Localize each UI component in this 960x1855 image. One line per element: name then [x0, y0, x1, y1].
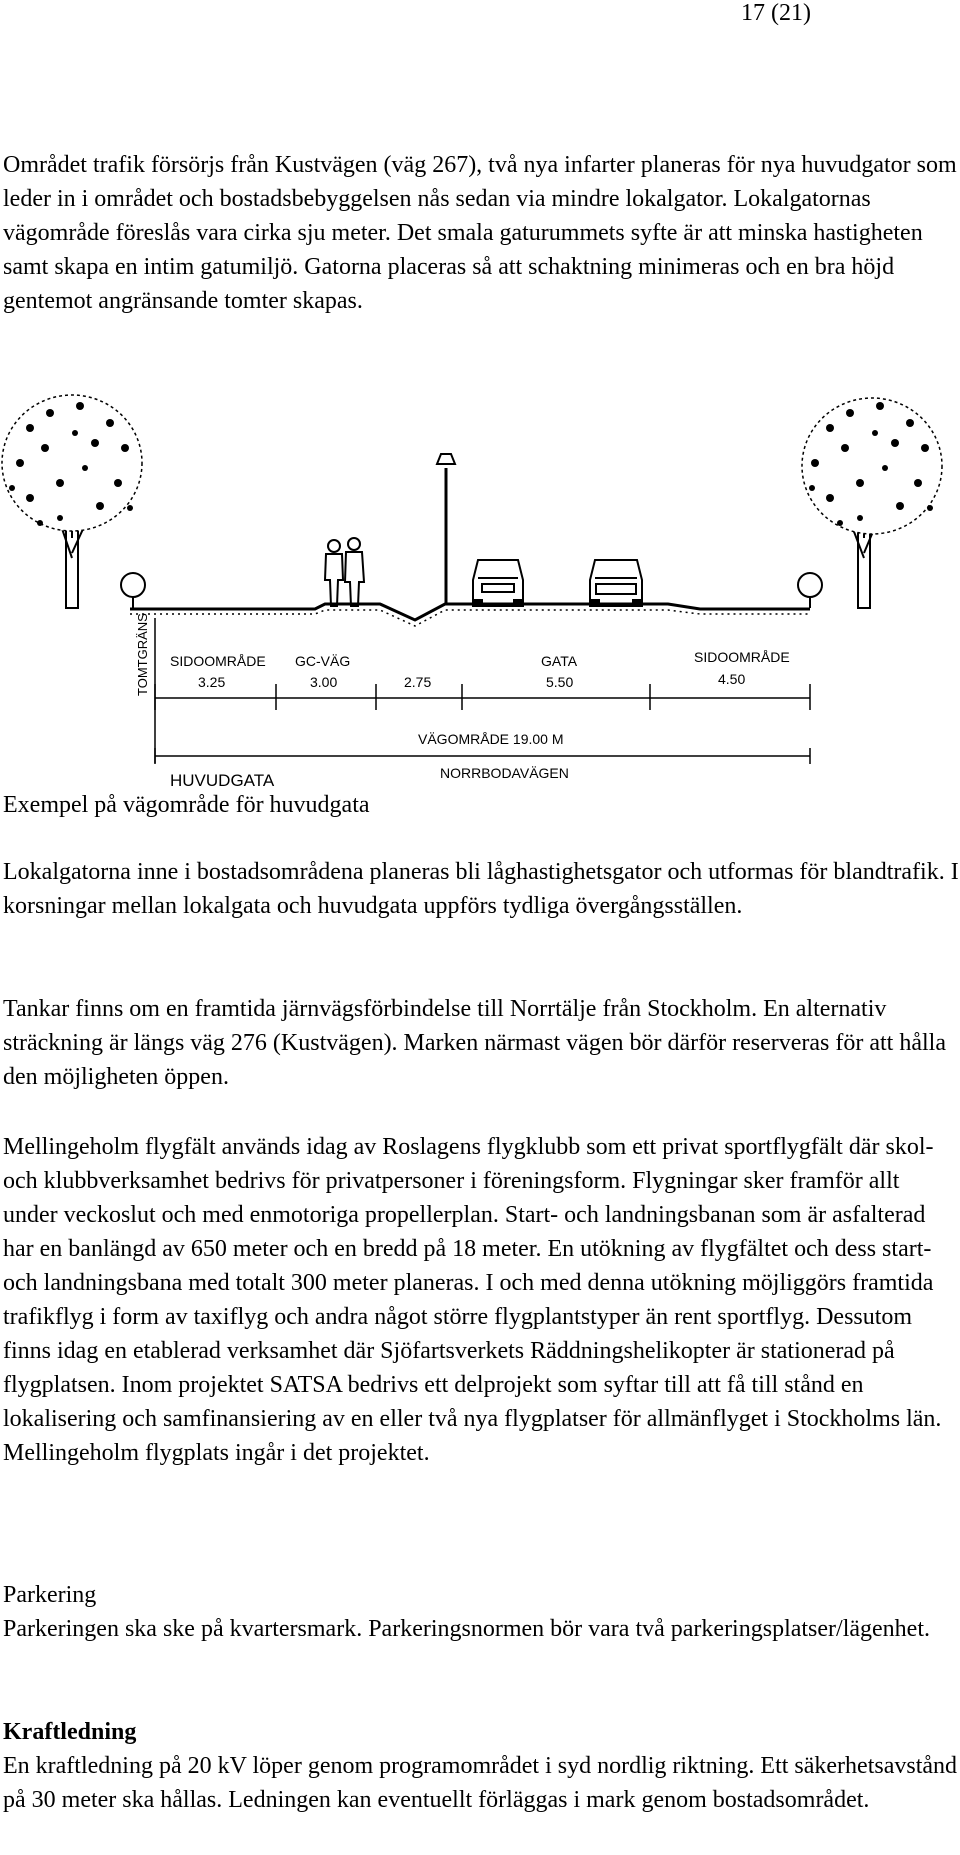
- figure-caption: Exempel på vägområde för huvudgata: [3, 792, 370, 818]
- dimension-line: [155, 684, 810, 710]
- label-gata: GATA: [541, 653, 578, 669]
- ground-profile: [130, 604, 810, 626]
- paragraph-lokalgator: Lokalgatorna inne i bostadsområdena planeras bli låghastighetsgator och utformas för blandtrafik. I korsningar mellan lokalgata och huvudgata uppförs tydliga övergångsställen.: [3, 859, 959, 919]
- pedestrians-icon: [325, 538, 364, 606]
- paragraph-jarnvag: Tankar finns om en framtida järnvägsförbindelse till Norrtälje från Stockholm. En alternativ sträckning är längs väg 276 (Kustvägen). Marken närmast vägen bör därför reserveras för att hålla den möjligheten öppen.: [3, 996, 946, 1090]
- road-area-line: [155, 748, 810, 764]
- left-tree-icon: [2, 395, 145, 608]
- label-gc-vag: GC-VÄG: [295, 653, 351, 669]
- right-tree-icon: [798, 398, 942, 608]
- width-sidoomrade-right: 4.50: [718, 671, 746, 687]
- label-vagomrade: VÄGOMRÅDE 19.00 M: [418, 731, 564, 747]
- car-rear-icon: [590, 560, 642, 606]
- label-sidoomrade-right: SIDOOMRÅDE: [694, 649, 790, 665]
- width-gata: 5.50: [546, 674, 574, 690]
- label-tomtgrans: TOMTGRÄNS: [135, 613, 150, 696]
- width-sidoomrade-left: 3.25: [198, 674, 226, 690]
- label-sidoomrade-left: SIDOOMRÅDE: [170, 653, 266, 669]
- label-norrbodavagen: NORRBODAVÄGEN: [440, 765, 569, 781]
- heading-kraftledning: Kraftledning: [3, 1719, 137, 1745]
- paragraph-parkering: Parkeringen ska ske på kvartersmark. Parkeringsnormen bör vara två parkeringsplatser/lägenhet.: [3, 1616, 930, 1642]
- page-number: 17 (21): [741, 0, 811, 26]
- paragraph-kraftledning: En kraftledning på 20 kV löper genom programområdet i syd nordlig riktning. Ett säkerhetsavstånd på 30 meter ska hållas. Ledningen kan eventuellt förläggas i mark genom bostadsområdet.: [3, 1753, 958, 1813]
- width-gc-vag: 3.00: [310, 674, 338, 690]
- car-front-icon: [473, 560, 523, 606]
- heading-parkering: Parkering: [3, 1582, 97, 1608]
- paragraph-flygfalt: Mellingeholm flygfält används idag av Roslagens flygklubb som ett privat sportflygfält där skol- och klubbverksamhet bedrivs för privatpersoner i föreningsform. Flygningar sker framför allt under veckoslut och med enmotoriga propellerplan. Start- och landningsbanan som är asfalterad har en banlängd av 650 meter och en bredd på 18 meter. En utökning av flygfältet och dess start- och landningsbana med totalt 300 meter planeras. I och med denna utökning möjliggörs framtida trafikflyg i form av taxiflyg och andra något större flygplantstyper än rent sportflyg. Dessutom finns idag en etablerad verksamhet där Sjöfartsverkets Räddningshelikopter är stationerad på flygplatsen. Inom projektet SATSA bedrivs ett delprojekt som syftar till att få till stånd en lokalisering och samfinansiering av en eller två nya flygplatser för allmänflyget i Stockholms län. Mellingeholm flygplats ingår i det projektet.: [3, 1134, 942, 1466]
- label-huvudgata: HUVUDGATA: [170, 771, 275, 788]
- road-cross-section-figure: [0, 388, 960, 788]
- paragraph-intro: Området trafik försörjs från Kustvägen (väg 267), två nya infarter planeras för nya huvudgator som leder in i området och bostadsbebyggelsen nås sedan via mindre lokalgator. Lokalgatornas vägområde föreslås vara cirka sju meter. Det smala gaturummets syfte är att minska hastigheten samt skapa en intim gatumiljö. Gatorna placeras så att schaktning minimeras och en bra höjd gentemot angränsande tomter skapas.: [3, 152, 957, 314]
- cross-section-drawing: [0, 388, 960, 788]
- width-dike: 2.75: [404, 674, 432, 690]
- street-lamp-icon: [437, 454, 455, 603]
